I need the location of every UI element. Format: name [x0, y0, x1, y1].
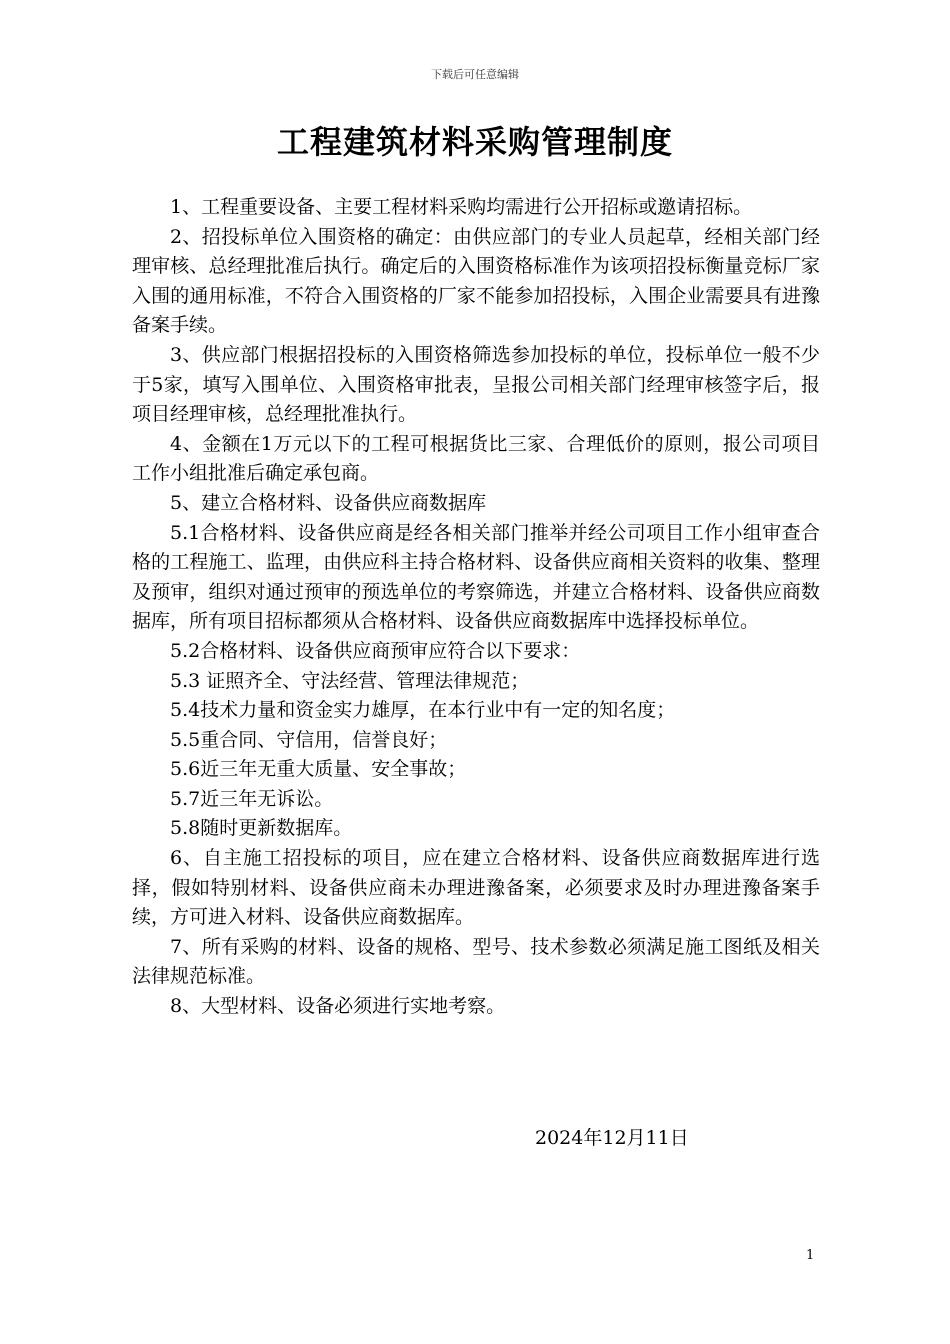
- paragraph-5-2: 5.2合格材料、设备供应商预审应符合以下要求：: [170, 639, 581, 662]
- paragraph-5-6: 5.6近三年无重大质量、安全事故；: [170, 758, 467, 781]
- paragraph-8: 8、大型材料、设备必须进行实地考察。: [170, 995, 506, 1018]
- paragraph-7: 7、所有采购的材料、设备的规格、型号、技术参数必须满足施工图纸及相关法律规范标准。: [132, 935, 820, 988]
- paragraph-5-5: 5.5重合同、守信用，信誉良好；: [170, 728, 448, 751]
- header-note: 下载后可任意编辑: [431, 68, 519, 81]
- paragraph-5-3: 5.3 证照齐全、守法经营、管理法律规范；: [170, 669, 530, 692]
- paragraph-4: 4、金额在1万元以下的工程可根据货比三家、合理低价的原则，报公司项目工作小组批准后确定承包商。: [132, 432, 820, 485]
- page-number: 1: [806, 1248, 815, 1263]
- signature-date: 2024年12月11日: [535, 1127, 689, 1149]
- paragraph-2: 2、招投标单位入围资格的确定：由供应部门的专业人员起草，经相关部门经理审核、总经理批准后执行。确定后的入围资格标准作为该项招投标衡量竞标厂家入围的通用标准，不符合入围资格的厂家不能参加招投标，入围企业需要具有进豫备案手续。: [132, 225, 820, 337]
- paragraph-5-8: 5.8随时更新数据库。: [170, 817, 353, 840]
- paragraph-6: 6、自主施工招投标的项目，应在建立合格材料、设备供应商数据库进行选择，假如特别材料、设备供应商未办理进豫备案，必须要求及时办理进豫备案手续，方可进入材料、设备供应商数据库。: [132, 847, 820, 929]
- paragraph-1: 1、工程重要设备、主要工程材料采购均需进行公开招标或邀请招标。: [170, 196, 753, 218]
- document-title: 工程建筑材料采购管理制度: [276, 123, 673, 161]
- paragraph-5: 5、建立合格材料、设备供应商数据库: [170, 491, 487, 514]
- paragraph-5-7: 5.7近三年无诉讼。: [170, 787, 334, 810]
- paragraph-3: 3、供应部门根据招投标的入围资格筛选参加投标的单位，投标单位一般不少于5家，填写入围单位、入围资格审批表，呈报公司相关部门经理审核签字后，报项目经理审核，总经理批准执行。: [132, 343, 820, 426]
- paragraph-5-4: 5.4技术力量和资金实力雄厚，在本行业中有一定的知名度；: [170, 699, 676, 722]
- document-body: [132, 193, 820, 1022]
- paragraph-5-1: 5.1合格材料、设备供应商是经各相关部门推举并经公司项目工作小组审查合格的工程施工、监理，由供应科主持合格材料、设备供应商相关资料的收集、整理及预审，组织对通过预审的预选单位的考察筛选，并建立合格材料、设备供应商数据库，所有项目招标都须从合格材料、设备供应商数据库中选择投标单位。: [132, 521, 820, 633]
